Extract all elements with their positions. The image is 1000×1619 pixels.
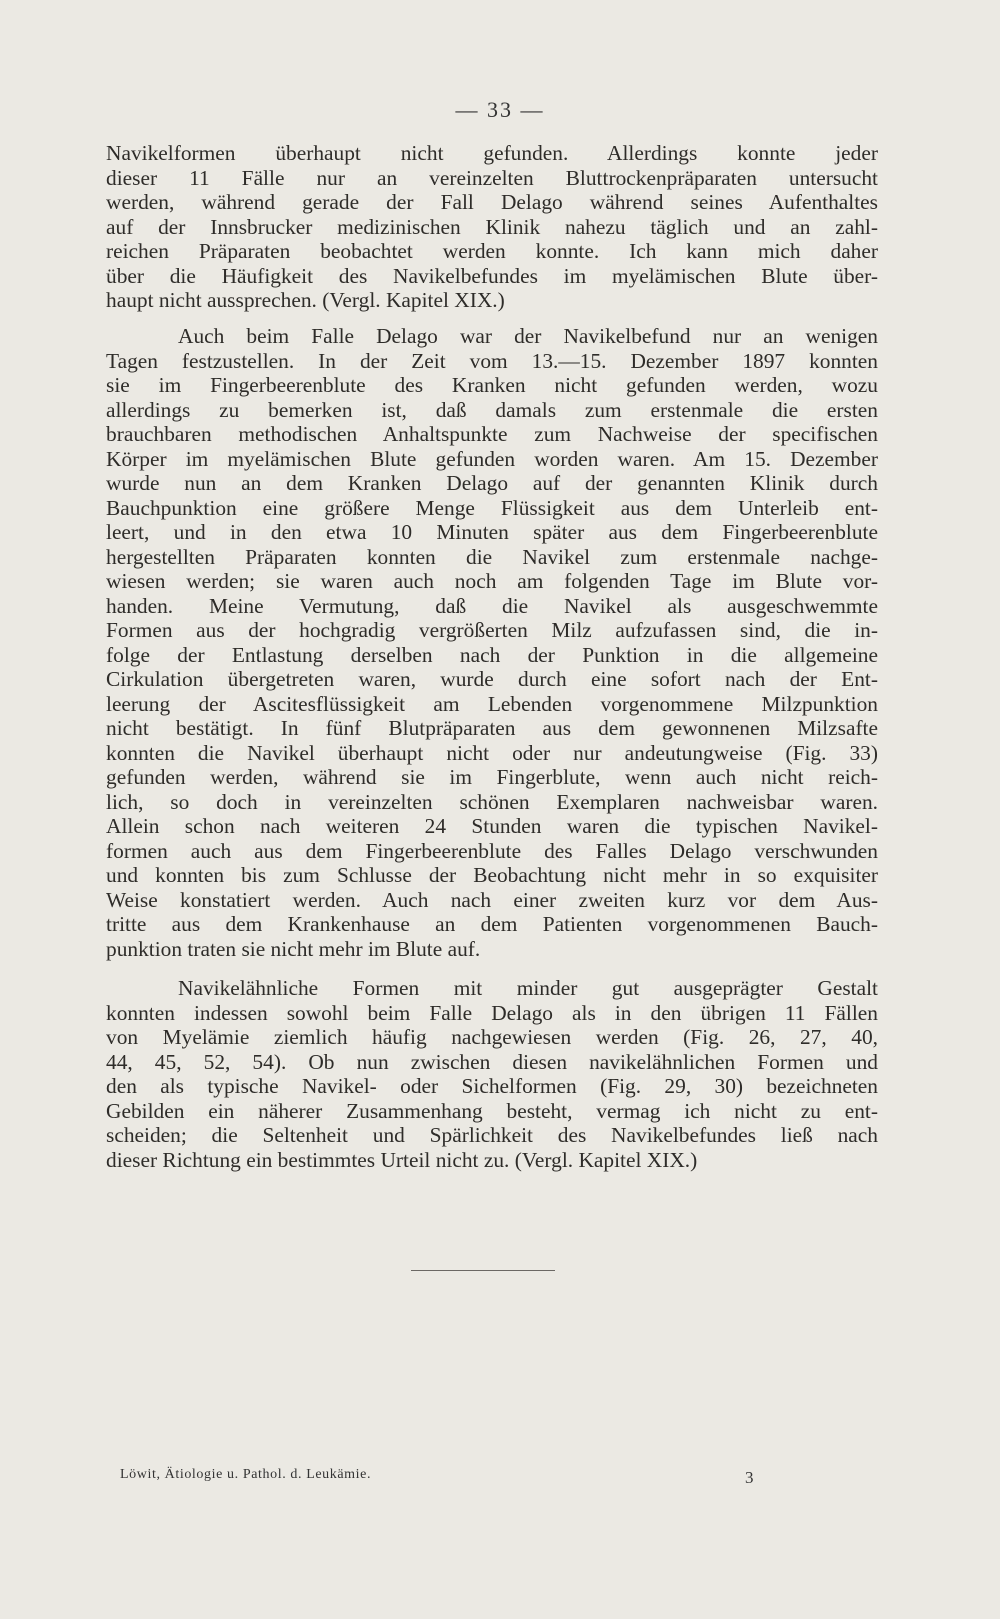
text-line: gefunden werden, während sie im Fingerblute, wenn auch nicht reich- [106, 765, 878, 789]
text-line: Cirkulation übergetreten waren, wurde durch eine sofort nach der Ent- [106, 667, 878, 691]
text-line: formen auch aus dem Fingerbeerenblute des Falles Delago verschwunden [106, 838, 878, 863]
text-line: wiesen werden; sie waren auch noch am folgenden Tage im Blute vor- [106, 569, 878, 593]
paragraph-3 [106, 976, 878, 1172]
text-line: dieser Richtung ein bestimmtes Urteil nicht zu. (Vergl. Kapitel XIX.) [106, 1147, 698, 1172]
text-line: Formen aus der hochgradig vergrößerten Milz aufzufassen sind, die in- [106, 618, 878, 642]
paragraph-1 [106, 141, 878, 313]
text-line: hergestellten Präparaten konnten die Navikel zum erstenmale nachge- [106, 544, 878, 569]
text-line: und konnten bis zum Schlusse der Beobachtung nicht mehr in so exquisiter [106, 863, 878, 887]
text-line: werden, während gerade der Fall Delago während seines Aufenthaltes [106, 190, 878, 214]
signature-mark: 3 [745, 1468, 754, 1487]
text-line: allerdings zu bemerken ist, daß damals zum erstenmale die ersten [106, 397, 878, 422]
text-line: Allein schon nach weiteren 24 Stunden waren die typischen Navikel- [106, 814, 878, 838]
text-line: Navikelähnliche Formen mit minder gut ausgeprägter Gestalt [178, 976, 878, 1000]
text-line: Auch beim Falle Delago war der Navikelbefund nur an wenigen [178, 324, 878, 348]
text-line: Bauchpunktion eine größere Menge Flüssigkeit aus dem Unterleib ent- [106, 495, 878, 520]
paragraph-2 [106, 324, 878, 961]
text-line: tritte aus dem Krankenhause an dem Patienten vorgenommenen Bauch- [106, 912, 878, 936]
text-line: leert, und in den etwa 10 Minuten später aus dem Fingerbeerenblute [106, 520, 878, 544]
text-line: lich, so doch in vereinzelten schönen Exemplaren nachweisbar waren. [106, 789, 878, 814]
text-line: Weise konstatiert werden. Auch nach einer zweiten kurz vor dem Aus- [106, 887, 878, 912]
section-divider [411, 1270, 555, 1271]
text-line: von Myelämie ziemlich häufig nachgewiesen werden (Fig. 26, 27, 40, [106, 1025, 878, 1049]
text-line: den als typische Navikel- oder Sichelformen (Fig. 29, 30) bezeichneten [106, 1074, 878, 1098]
page-number: — 33 — [455, 97, 545, 122]
text-line: Tagen festzustellen. In der Zeit vom 13.—15. Dezember 1897 konnten [106, 348, 878, 373]
text-line: 44, 45, 52, 54). Ob nun zwischen diesen navikelähnlichen Formen und [106, 1049, 878, 1074]
text-line: über die Häufigkeit des Navikelbefundes im myelämischen Blute über- [106, 263, 878, 288]
text-line: auf der Innsbrucker medizinischen Klinik nahezu täglich und an zahl- [106, 214, 878, 239]
text-line: sie im Fingerbeerenblute des Kranken nicht gefunden werden, wozu [106, 373, 878, 397]
text-line: Körper im myelämischen Blute gefunden worden waren. Am 15. Dezember [106, 446, 878, 471]
text-line: scheiden; die Seltenheit und Spärlichkeit des Navikelbefundes ließ nach [106, 1123, 878, 1147]
text-line: dieser 11 Fälle nur an vereinzelten Bluttrockenpräparaten untersucht [106, 165, 878, 190]
text-line: reichen Präparaten beobachtet werden konnte. Ich kann mich daher [106, 239, 878, 263]
text-line: folge der Entlastung derselben nach der Punktion in die allgemeine [106, 642, 878, 667]
text-line: leerung der Ascitesflüssigkeit am Lebenden vorgenommene Milzpunktion [106, 691, 878, 716]
text-line: punktion traten sie nicht mehr im Blute auf. [106, 936, 481, 961]
text-line: Navikelformen überhaupt nicht gefunden. Allerdings konnte jeder [106, 141, 878, 165]
text-line: brauchbaren methodischen Anhaltspunkte zum Nachweise der specifischen [106, 422, 878, 446]
text-line: Gebilden ein näherer Zusammenhang besteht, vermag ich nicht zu ent- [106, 1098, 878, 1123]
text-line: konnten indessen sowohl beim Falle Delago als in den übrigen 11 Fällen [106, 1000, 878, 1025]
text-line: handen. Meine Vermutung, daß die Navikel als ausgeschwemmte [106, 593, 878, 618]
text-line: nicht bestätigt. In fünf Blutpräparaten aus dem gewonnenen Milzsafte [106, 716, 878, 740]
text-line: konnten die Navikel überhaupt nicht oder nur andeutungweise (Fig. 33) [106, 740, 878, 765]
footer-title: Löwit, Ätiologie u. Pathol. d. Leukämie. [120, 1467, 372, 1482]
text-line: haupt nicht aussprechen. (Vergl. Kapitel XIX.) [106, 288, 505, 312]
text-line: wurde nun an dem Kranken Delago auf der genannten Klinik durch [106, 471, 878, 495]
